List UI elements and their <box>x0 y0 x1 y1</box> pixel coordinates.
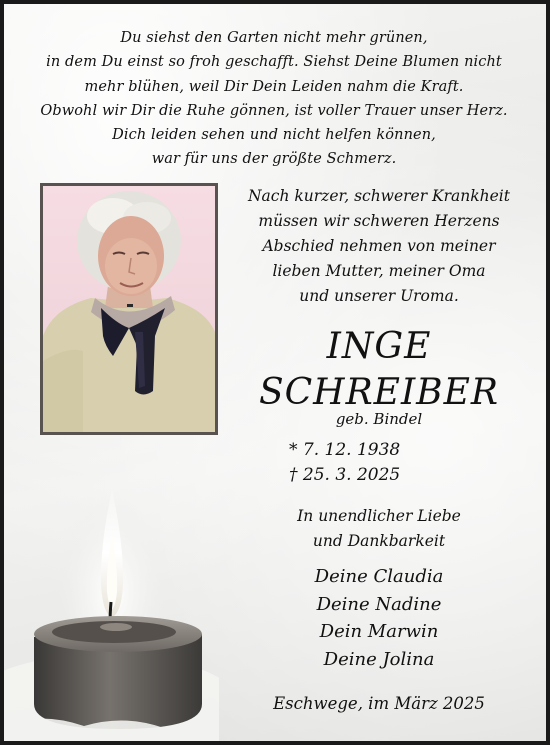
mourner-name: Dein Marwin <box>319 621 439 642</box>
dedication-line: und Dankbarkeit <box>312 532 446 550</box>
candle-icon <box>4 474 219 745</box>
mourner-name: Deine Nadine <box>316 593 442 615</box>
announcement-line: Abschied nehmen von meiner <box>262 237 496 255</box>
dedication-text <box>219 504 539 554</box>
first-name: INGE <box>326 326 432 367</box>
portrait-frame <box>40 183 218 435</box>
birth-date: * 7. 12. 1938 <box>289 440 401 460</box>
maiden-name: geb. Bindel <box>335 410 423 428</box>
poem-line: war für uns der größte Schmerz. <box>151 151 397 168</box>
last-name: SCHREIBER <box>258 372 500 413</box>
portrait-photo <box>43 186 215 432</box>
place-and-date: Eschwege, im März 2025 <box>273 694 485 713</box>
announcement-line: müssen wir schweren Herzens <box>258 212 500 230</box>
mourner-name: Deine Claudia <box>314 566 444 587</box>
announcement-text <box>219 184 539 309</box>
poem-line: Du siehst den Garten nicht mehr grünen, <box>120 30 428 46</box>
deceased-name <box>219 324 539 416</box>
poem-line: in dem Du einst so froh geschafft. Siehst Deine Blumen nicht <box>46 54 502 71</box>
poem-line: Dich leiden sehen und nicht helfen können, <box>112 127 436 144</box>
portrait-illustration <box>43 186 215 432</box>
life-dates <box>289 438 400 488</box>
announcement-line: und unserer Uroma. <box>299 287 459 305</box>
dedication-line: In unendlicher Liebe <box>297 507 461 525</box>
death-date: † 25. 3. 2025 <box>289 465 401 485</box>
announcement-line: lieben Mutter, meiner Oma <box>272 262 486 280</box>
poem-line: Obwohl wir Dir die Ruhe gönnen, ist voller Trauer unser Herz. <box>40 102 508 119</box>
mourners-list <box>219 563 539 673</box>
mourner-name: Deine Jolina <box>323 648 435 670</box>
poem-line: mehr blühen, weil Dir Dein Leiden nahm die Kraft. <box>84 78 464 95</box>
poem <box>14 26 534 172</box>
announcement-line: Nach kurzer, schwerer Krankheit <box>247 187 510 205</box>
